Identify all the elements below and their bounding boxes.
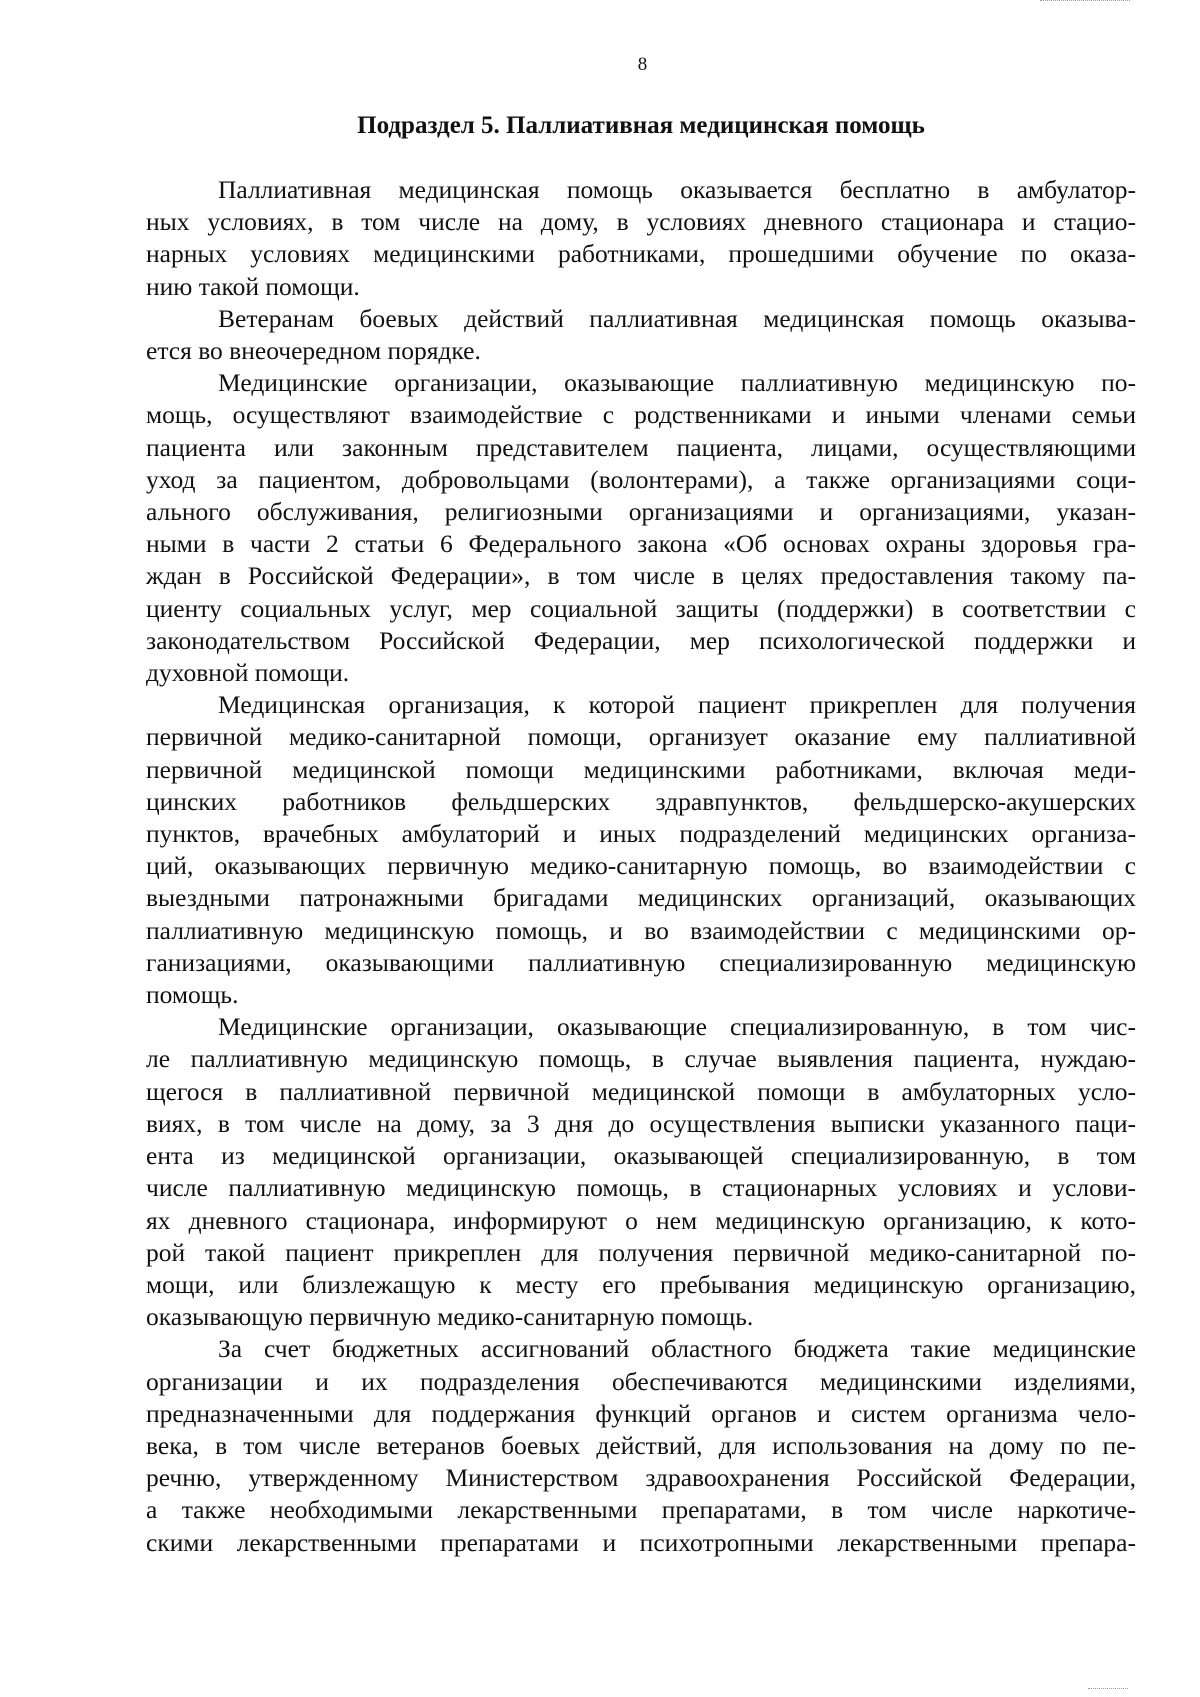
text-line: Медицинские организации, оказывающие паллиативную медицинскую по-: [218, 368, 1136, 398]
text-line: циенту социальных услуг, мер социальной защиты (поддержки) в соответствии с: [146, 593, 1136, 623]
text-line: За счет бюджетных ассигнований областного бюджета такие медицинские: [218, 1334, 1136, 1364]
text-line: Медицинские организации, оказывающие специализированную, в том чис-: [218, 1012, 1136, 1042]
text-line: ется во внеочередном порядке.: [146, 336, 481, 366]
text-line: первичной медико-санитарной помощи, организует оказание ему паллиативной: [146, 722, 1136, 752]
text-line: а также необходимыми лекарственными препаратами, в том числе наркотиче-: [146, 1495, 1136, 1525]
text-line: духовной помощи.: [146, 658, 350, 688]
page-number: 8: [637, 54, 648, 75]
text-line: законодательством Российской Федерации, мер психологической поддержки и: [146, 625, 1136, 655]
text-line: ными в части 2 статьи 6 Федерального закона «Об основах охраны здоровья гра-: [146, 529, 1136, 559]
text-line: Медицинская организация, к которой пациент прикреплен для получения: [218, 690, 1136, 720]
text-line: виях, в том числе на дому, за 3 дня до осуществления выписки указанного паци-: [146, 1108, 1136, 1138]
text-line: пунктов, врачебных амбулаторий и иных подразделений медицинских организа-: [146, 819, 1136, 849]
scan-artifact-top: [1040, 0, 1130, 4]
text-line: ганизациями, оказывающими паллиативную специализированную медицинскую: [146, 947, 1136, 977]
text-line: ле паллиативную медицинскую помощь, в случае выявления пациента, нуждаю-: [146, 1044, 1136, 1074]
text-line: оказывающую первичную медико-санитарную помощь.: [146, 1302, 754, 1332]
text-line: уход за пациентом, добровольцами (волонтерами), а также организациями соци-: [146, 464, 1136, 494]
paragraph: [146, 689, 1136, 1011]
text-line: первичной медицинской помощи медицинскими работниками, включая меди-: [146, 754, 1136, 784]
text-line: нию такой помощи.: [146, 271, 360, 301]
text-line: скими лекарственными препаратами и психотропными лекарственными препара-: [146, 1527, 1136, 1557]
text-line: ждан в Российской Федерации», в том числе в целях предоставления такому па-: [146, 561, 1136, 591]
text-line: выездными патронажными бригадами медицинских организаций, оказывающих: [146, 883, 1136, 913]
text-line: щегося в паллиативной первичной медицинской помощи в амбулаторных усло-: [146, 1076, 1136, 1106]
text-line: ций, оказывающих первичную медико-санитарную помощь, во взаимодействии с: [146, 851, 1136, 881]
text-line: паллиативную медицинскую помощь, и во взаимодействии с медицинскими ор-: [146, 915, 1136, 945]
paragraph: [146, 303, 1136, 367]
text-line: помощь.: [146, 980, 239, 1010]
text-line: ях дневного стационара, информируют о нем медицинскую организацию, к кото-: [146, 1205, 1136, 1235]
text-line: цинских работников фельдшерских здравпунктов, фельдшерско-акушерских: [146, 786, 1136, 816]
text-line: предназначенными для поддержания функций органов и систем организма чело-: [146, 1398, 1136, 1428]
text-line: организации и их подразделения обеспечиваются медицинскими изделиями,: [146, 1366, 1136, 1396]
text-line: Ветеранам боевых действий паллиативная медицинская помощь оказыва-: [218, 303, 1136, 333]
section-title: Подраздел 5. Паллиативная медицинская помощь: [357, 112, 925, 139]
text-line: Паллиативная медицинская помощь оказывается бесплатно в амбулатор-: [218, 175, 1136, 204]
paragraph: [146, 1333, 1136, 1558]
text-line: мощь, осуществляют взаимодействие с родственниками и иными членами семьи: [146, 400, 1136, 430]
scan-artifact-bottom: [1088, 1680, 1128, 1689]
paragraph: [146, 367, 1136, 689]
document-body: [146, 174, 1136, 1559]
text-line: века, в том числе ветеранов боевых действий, для использования на дому по пе-: [146, 1430, 1136, 1460]
paragraph: [146, 1011, 1136, 1333]
text-line: речню, утвержденному Министерством здравоохранения Российской Федерации,: [146, 1463, 1136, 1493]
text-line: числе паллиативную медицинскую помощь, в стационарных условиях и услови-: [146, 1173, 1136, 1203]
text-line: ального обслуживания, религиозными организациями и организациями, указан-: [146, 497, 1136, 527]
text-line: нарных условиях медицинскими работниками, прошедшими обучение по оказа-: [146, 239, 1136, 269]
text-line: ных условиях, в том числе на дому, в условиях дневного стационара и стацио-: [146, 207, 1136, 237]
text-line: рой такой пациент прикреплен для получения первичной медико-санитарной по-: [146, 1237, 1136, 1267]
paragraph: [146, 174, 1136, 303]
text-line: ента из медицинской организации, оказывающей специализированную, в том: [146, 1141, 1136, 1171]
text-line: пациента или законным представителем пациента, лицами, осуществляющими: [146, 432, 1136, 462]
text-line: мощи, или близлежащую к месту его пребывания медицинскую организацию,: [146, 1269, 1136, 1299]
